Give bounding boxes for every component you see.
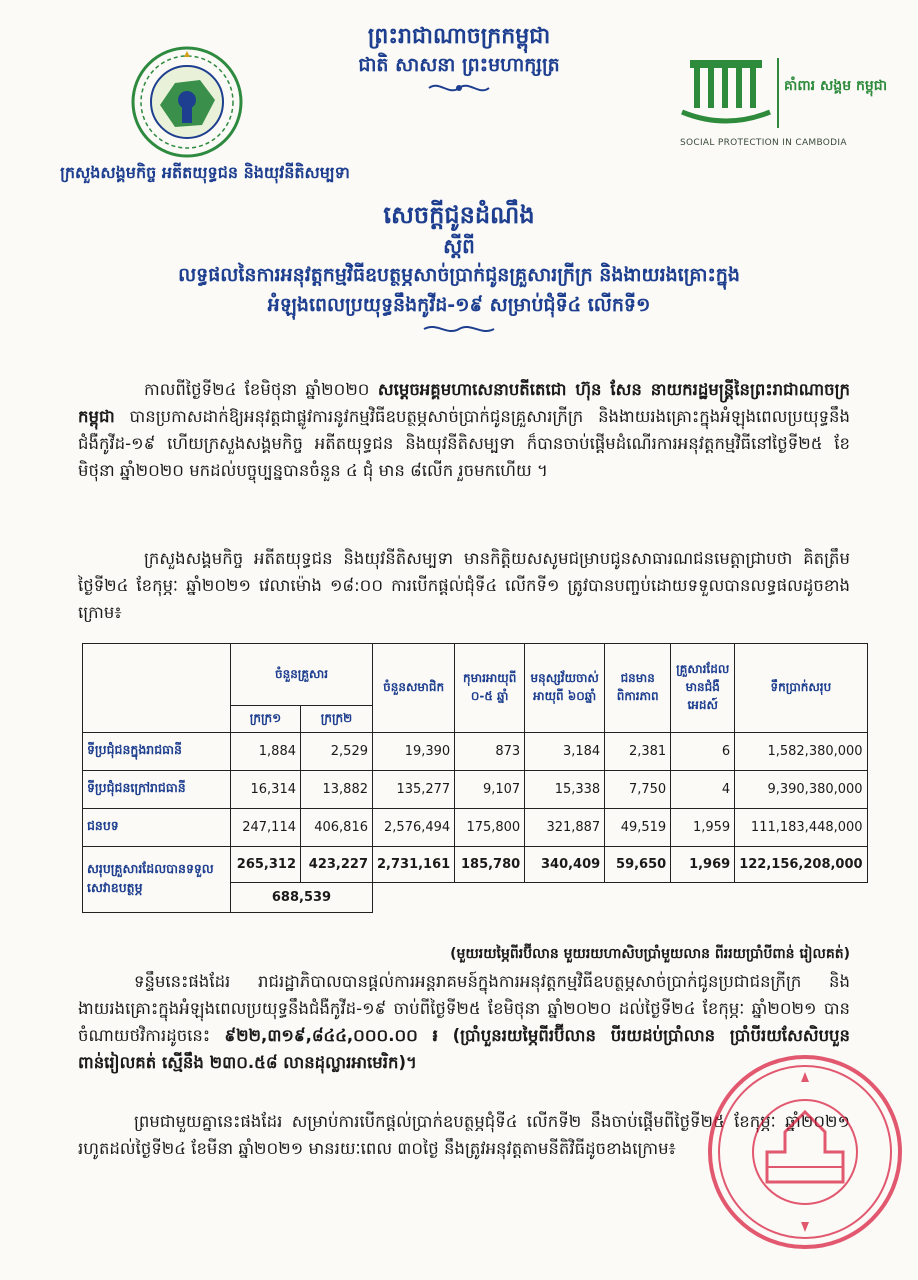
results-table <box>82 643 868 913</box>
sp-logo-text: គាំពារ សង្គម កម្ពុជា <box>784 78 888 94</box>
p1-rest: បានប្រកាសដាក់ឱ្យអនុវត្តជាផ្លូវការនូវកម្មវិធីឧបត្ថម្ភសាច់ប្រាក់ជូនគ្រួសារក្រីក្រ និងងាយរងគ្រោះក្នុងអំឡុងពេលប្រយុទ្ធនឹងជំងឺកូវីដ-១៩ ហើយក្រសួងសង្គមកិច្ច អតីតយុទ្ធជន និងយុវនីតិសម្បទា ក៏បានចាប់ផ្តើមដំណើរការអនុវត្តកម្មវិធីនៅថ្ងៃទី២៥ ខែមិថុនា ឆ្នាំ២០២០ មកដល់បច្ចុប្បន្នបានចំនួន ៤ ជុំ មាន ៨លើក រួចមកហើយ ។ <box>78 407 850 480</box>
p3-amount: ៩២២,៣១៩,៨៤៤,០០០.០០ ៛ (ប្រាំបួនរយម្ភៃពីរប៊ីលាន បីរយដប់ប្រាំលាន ប្រាំបីរយសែសិបបួនពាន់រៀលគត់ ស្មើនឹង ២៣០.៥៨ លានដុល្លារអាមេរិក)។ <box>78 1026 851 1072</box>
cell-poor1: 16,314 <box>231 771 301 809</box>
sp-caption: SOCIAL PROTECTION IN CAMBODIA <box>680 138 847 148</box>
cell-poor2: 13,882 <box>301 771 373 809</box>
header-children: កុមារអាយុពី ០-៥ ឆ្នាំ <box>455 644 525 733</box>
notice-subject-line1: លទ្ធផលនៃការអនុវត្តកម្មវិធីឧបត្ថម្ភសាច់ប្រាក់ជូនគ្រួសារក្រីក្រ និងងាយរងគ្រោះក្នុង <box>178 264 740 286</box>
p1-intro: កាលពីថ្ងៃទី២៤ ខែមិថុនា ឆ្នាំ២០២០ <box>144 380 378 399</box>
ornament-icon <box>424 80 494 96</box>
table-row-sum <box>83 847 868 883</box>
official-seal-icon <box>705 1052 905 1252</box>
cell-total: 111,183,448,000 <box>735 809 867 847</box>
sum-poor1: 265,312 <box>231 847 301 883</box>
divider-ornament-icon <box>419 322 499 336</box>
cell-children: 9,107 <box>455 771 525 809</box>
cell-members: 2,576,494 <box>373 809 455 847</box>
header-elderly: មនុស្សវ័យចាស់អាយុពី ៦០ឆ្នាំ <box>525 644 605 733</box>
cell-special: 1,959 <box>671 809 735 847</box>
sum-disabled: 59,650 <box>605 847 671 883</box>
cell-elderly: 3,184 <box>525 733 605 771</box>
amount-in-words-note: (មួយរយម្ភៃពីរប៊ីលាន មួយរយហាសិបប្រាំមួយលាន ពីររយប្រាំបីពាន់ រៀលគត់) <box>450 946 850 962</box>
cell-total: 1,582,380,000 <box>735 733 867 771</box>
notice-title: សេចក្តីជូនដំណឹង <box>383 201 535 229</box>
cell-members: 135,277 <box>373 771 455 809</box>
p1-pm-name: សម្តេចអគ្គមហាសេនាបតីតេជោ ហ៊ុន សែន នាយករដ្ឋមន្ត្រីនៃព្រះរាជាណាចក្រកម្ពុជា <box>78 380 851 426</box>
header-families: ចំនួនគ្រួសារ <box>231 644 373 706</box>
notice-subject-label: ស្តីពី <box>443 234 475 258</box>
corner-cell <box>83 644 231 733</box>
table-row <box>83 771 868 809</box>
row-label: ទីប្រជុំជនក្រៅរាជធានី <box>83 771 231 809</box>
social-protection-logo-icon <box>680 50 888 135</box>
cell-disabled: 7,750 <box>605 771 671 809</box>
cell-special: 6 <box>671 733 735 771</box>
header-special: គ្រួសារដែលមានជំងឺអេដស៍ <box>671 644 735 733</box>
cell-poor1: 1,884 <box>231 733 301 771</box>
empty-cell <box>373 883 868 913</box>
cell-children: 175,800 <box>455 809 525 847</box>
paragraph-1 <box>78 376 850 484</box>
row-label: ទីប្រជុំជនក្នុងរាជធានី <box>83 733 231 771</box>
ministry-logo-icon <box>130 45 245 160</box>
cell-members: 19,390 <box>373 733 455 771</box>
title-block <box>0 198 918 336</box>
header-members: ចំនួនសមាជិក <box>373 644 455 733</box>
cell-disabled: 49,519 <box>605 809 671 847</box>
cell-disabled: 2,381 <box>605 733 671 771</box>
paragraph-4: ព្រមជាមួយគ្នានេះផងដែរ សម្រាប់ការបើកផ្តល់ប្រាក់ឧបត្ថម្ភជុំទី៤ លើកទី២ នឹងចាប់ផ្តើមពីថ្ងៃទី២៥ ខែកុម្ភៈ ឆ្នាំ២០២១ រហូតដល់ថ្ងៃទី២៤ ខែមីនា ឆ្នាំ២០២១ មានរយៈពេល ៣០ថ្ងៃ នឹងត្រូវអនុវត្តតាមនីតិវិធីដូចខាងក្រោម៖ <box>78 1112 850 1158</box>
sum-special: 1,969 <box>671 847 735 883</box>
row-label: ជនបទ <box>83 809 231 847</box>
cell-poor1: 247,114 <box>231 809 301 847</box>
sum-members: 2,731,161 <box>373 847 455 883</box>
cell-elderly: 321,887 <box>525 809 605 847</box>
header-disabled: ជនមានពិការភាព <box>605 644 671 733</box>
p3-intro: ទន្ទឹមនេះផងដែរ រាជរដ្ឋាភិបាលបានផ្តល់ការអន្តរាគមន៍ក្នុងការអនុវត្តកម្មវិធីឧបត្ថម្ភសាច់ប្រាក់ជូនប្រជាជនក្រីក្រ និងងាយរងគ្រោះក្នុងអំឡុងពេលប្រយុទ្ធនឹងជំងឺកូវីដ-១៩ ចាប់ពីថ្ងៃទី២៥ ខែមិថុនា ឆ្នាំ២០២០ ដល់ថ្ងៃទី២៤ ខែកុម្ភៈ ឆ្នាំ២០២១ បានចំណាយថវិការដូចនេះ <box>78 972 850 1045</box>
sum-children: 185,780 <box>455 847 525 883</box>
cell-children: 873 <box>455 733 525 771</box>
ministry-name: ក្រសួងសង្គមកិច្ច អតីតយុទ្ធជន និងយុវនីតិសម្បទា <box>60 163 350 182</box>
cell-total: 9,390,380,000 <box>735 771 867 809</box>
cell-special: 4 <box>671 771 735 809</box>
sum-poor2: 423,227 <box>301 847 373 883</box>
cell-elderly: 15,338 <box>525 771 605 809</box>
table-row <box>83 733 868 771</box>
cell-poor2: 406,816 <box>301 809 373 847</box>
header-poor2: ក្រក្រ២ <box>301 706 373 733</box>
notice-subject-line2: អំឡុងពេលប្រយុទ្ធនឹងកូវីដ-១៩ សម្រាប់ជុំទី៤ លើកទី១ <box>267 294 651 316</box>
sum-elderly: 340,409 <box>525 847 605 883</box>
header-total: ទឹកប្រាក់សរុប <box>735 644 867 733</box>
sum-label: សរុបគ្រួសារដែលបានទទួលសេវាឧបត្ថម្ភ <box>83 847 231 913</box>
table-row <box>83 809 868 847</box>
cell-poor2: 2,529 <box>301 733 373 771</box>
kingdom-title: ព្រះរាជាណាចក្រកម្ពុជា <box>367 24 551 49</box>
sum-families: 688,539 <box>231 883 373 913</box>
national-motto: ជាតិ សាសនា ព្រះមហាក្សត្រ <box>358 54 560 76</box>
paragraph-2: ក្រសួងសង្គមកិច្ច អតីតយុទ្ធជន និងយុវនីតិសម្បទា មានកិត្តិយសសូមជម្រាបជូនសាធារណជនមេត្តាជ្រាបថា គិតត្រឹមថ្ងៃទី២៤ ខែកុម្ភៈ ឆ្នាំ២០២១ វេលាម៉ោង ១៨:០០ ការបើកផ្តល់ជុំទី៤ លើកទី១ ត្រូវបានបញ្ចប់ដោយទទួលបានលទ្ធផលដូចខាងក្រោម៖ <box>78 549 850 622</box>
sum-total: 122,156,208,000 <box>735 847 867 883</box>
header-poor1: ក្រក្រ១ <box>231 706 301 733</box>
